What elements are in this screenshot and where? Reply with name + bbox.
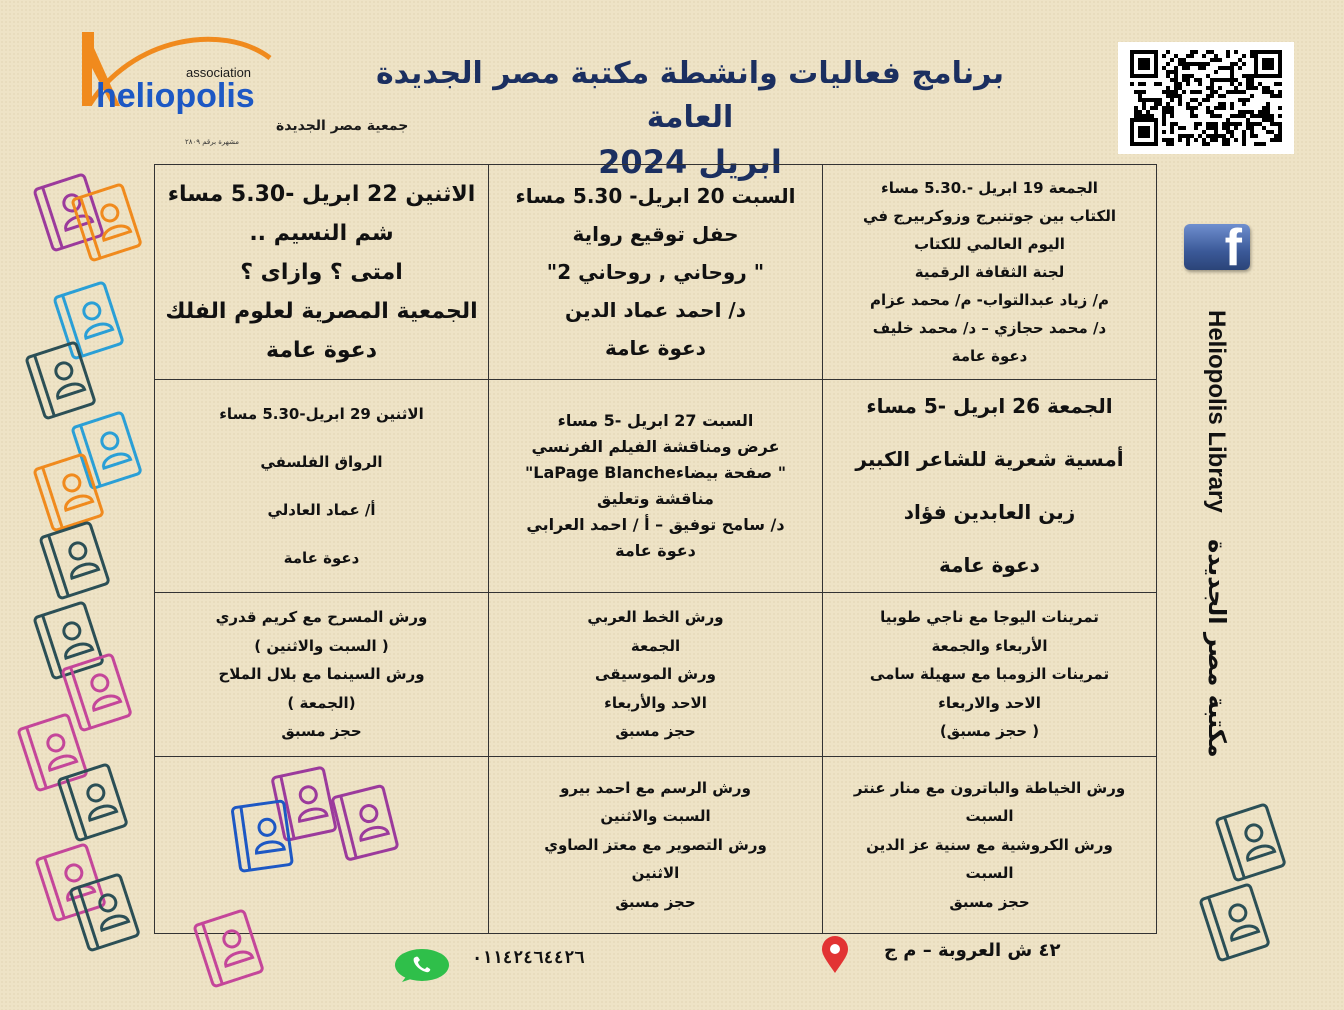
- cell-line: الاثنين 29 ابريل-5.30 مساء: [219, 405, 424, 423]
- cell-line: ورش المسرح مع كريم قدري: [215, 608, 428, 627]
- cell-line: ورش الخط العربي: [587, 608, 724, 627]
- cell-line: ورش الموسيقى: [595, 665, 716, 684]
- cell-line: السبت 20 ابريل- 5.30 مساء: [515, 184, 796, 208]
- event-cell-apr27: [489, 380, 823, 593]
- whatsapp-icon[interactable]: [394, 948, 450, 984]
- cell-line: ورش الخياطة والباترون مع منار عنتر: [853, 778, 1126, 797]
- workshop-cell-sewing-crochet: [823, 757, 1157, 934]
- cell-line: د/ سامح توفيق – أ / احمد العرابي: [526, 515, 785, 534]
- workshop-cell-calligraphy-music: [489, 593, 823, 757]
- cell-line: الجمعة: [630, 636, 681, 655]
- cell-line: تمرينات اليوجا مع ناجي طوبيا: [880, 608, 1099, 627]
- event-cell-apr20: [489, 165, 823, 380]
- qr-code-icon: [1128, 48, 1284, 148]
- cell-line: دعوة عامة: [951, 347, 1028, 365]
- book-icon-11: [58, 764, 127, 841]
- schedule-row-2: [155, 380, 1157, 593]
- decorative-book-icons-bottom: [186, 916, 266, 1008]
- heliopolis-logo: [72, 28, 409, 148]
- book-cluster-icon: [222, 768, 422, 918]
- event-cell-apr19: [823, 165, 1157, 380]
- cell-line: (الجمعة ): [287, 693, 356, 712]
- book-icon-16: [1200, 884, 1269, 961]
- cell-line: عرض ومناقشة الفيلم الفرنسي: [531, 437, 780, 456]
- schedule-row-4: [155, 757, 1157, 934]
- title-line-1: برنامج فعاليات وانشطة مكتبة مصر الجديدة العامة: [375, 56, 1005, 135]
- cell-line: ورش الكروشية مع سنية عز الدين: [866, 835, 1113, 854]
- cell-line: الرواق الفلسفي: [260, 453, 383, 471]
- cell-line: شم النسيم ..: [249, 220, 394, 246]
- cell-line: حفل توقيع رواية: [572, 222, 739, 246]
- logo-brand-text: heliopolis: [96, 77, 255, 115]
- cell-line: الاحد والأربعاء: [604, 693, 707, 712]
- cell-line: د/ محمد حجازي – د/ محمد خليف: [872, 319, 1107, 337]
- event-cell-apr29: [155, 380, 489, 593]
- cell-line: دعوة عامة: [283, 549, 360, 567]
- workshop-cell-theatre-cinema: [155, 593, 489, 757]
- cell-line: الأربعاء والجمعة: [931, 636, 1048, 655]
- cell-line: ( السبت والاثنين ): [254, 636, 389, 655]
- cell-line: الاثنين 22 ابريل -5.30 مساء: [167, 181, 476, 207]
- schedule-row-1: [155, 165, 1157, 380]
- cell-line: لجنة الثقافة الرقمية: [914, 263, 1065, 281]
- cell-line: السبت والاثنين: [600, 807, 711, 826]
- book-icon-7: [40, 522, 109, 599]
- cell-line: حجز مسبق: [281, 722, 362, 741]
- book-icon-15: [1216, 804, 1285, 881]
- cell-line: اليوم العالمي للكتاب: [914, 235, 1065, 253]
- qr-code[interactable]: [1118, 42, 1294, 154]
- cell-line: دعوة عامة: [939, 553, 1040, 577]
- cell-line: دعوة عامة: [615, 541, 696, 560]
- cell-line: " صفحة بيضاءLaPage Blanche": [524, 463, 787, 482]
- book-icon-3: [54, 282, 123, 359]
- cell-line: الجمعية المصرية لعلوم الفلك: [165, 298, 478, 324]
- cell-line: الجمعة 19 ابريل -.5.30 مساء: [881, 179, 1098, 197]
- cell-line: ورش السينما مع بلال الملاح: [218, 665, 425, 684]
- side-text-arabic: مكتبة مصر الجديدة: [1203, 539, 1231, 758]
- event-cell-apr22: [155, 165, 489, 380]
- cell-line: السبت: [965, 864, 1014, 883]
- cell-line: السبت: [965, 807, 1014, 826]
- cell-line: د/ احمد عماد الدين: [565, 298, 746, 322]
- book-icon-10: [18, 714, 87, 791]
- cell-line: ورش التصوير مع معتز الصاوي: [544, 835, 767, 854]
- cell-line: الاثنين: [631, 864, 680, 883]
- cell-line: زين العابدين فؤاد: [903, 500, 1076, 524]
- book-icon-4: [26, 342, 95, 419]
- cell-line: أ/ عماد العادلي: [267, 501, 376, 519]
- cell-line: أمسية شعرية للشاعر الكبير: [855, 447, 1124, 471]
- cell-line: دعوة عامة: [265, 337, 377, 363]
- cell-line: مناقشة وتعليق: [597, 489, 714, 508]
- workshop-cell-drawing-photo: [489, 757, 823, 934]
- book-icon-2: [72, 184, 141, 261]
- facebook-glyph: f: [1224, 219, 1242, 277]
- cell-line: حجز مسبق: [615, 722, 696, 741]
- side-text-english: Heliopolis Library: [1203, 310, 1230, 513]
- schedule-row-3: [155, 593, 1157, 757]
- logo-small-text: مشهرة برقم ٢٨٠٩: [184, 138, 240, 146]
- cell-line: تمرينات الزومبا مع سهيلة سامى: [869, 665, 1110, 684]
- address-text: ٤٢ ش العروبة – م ج: [884, 940, 1061, 961]
- title-line-2: ابريل 2024: [598, 143, 782, 181]
- cell-line: " روحاني , روحاني 2": [546, 260, 765, 284]
- cell-line: امتى ؟ وازاى ؟: [240, 259, 403, 285]
- cell-line: حجز مسبق: [949, 892, 1030, 911]
- decoration-cell: [155, 757, 489, 934]
- location-pin-icon: [820, 936, 850, 974]
- logo-arabic-name: جمعية مصر الجديدة: [276, 118, 409, 134]
- event-cell-apr26: [823, 380, 1157, 593]
- cell-line: م/ زياد عبدالتواب- م/ محمد عزام: [870, 291, 1109, 309]
- logo-association-text: association: [186, 65, 252, 80]
- phone-number[interactable]: ٠١١٤٢٤٦٤٤٢٦: [472, 948, 585, 968]
- cell-line: السبت 27 ابريل -5 مساء: [557, 411, 754, 430]
- cell-line: الاحد والاربعاء: [938, 693, 1041, 712]
- workshop-cell-fitness: [823, 593, 1157, 757]
- cell-line: دعوة عامة: [605, 336, 706, 360]
- facebook-icon[interactable]: [1184, 219, 1250, 277]
- cell-line: حجز مسبق: [615, 892, 696, 911]
- cell-line: ( حجز مسبق): [939, 722, 1040, 741]
- cell-line: الكتاب بين جوتنبرج وزوكربيرج في: [863, 207, 1116, 225]
- book-icon-14: [194, 910, 263, 987]
- book-icon-5: [72, 412, 141, 489]
- cell-line: ورش الرسم مع احمد بيرو: [560, 778, 751, 797]
- schedule-table: [154, 164, 1157, 934]
- decorative-book-icons: [10, 170, 170, 1010]
- decorative-book-icons-right: [1196, 800, 1316, 1000]
- cell-line: الجمعة 26 ابريل -5 مساء: [866, 394, 1113, 418]
